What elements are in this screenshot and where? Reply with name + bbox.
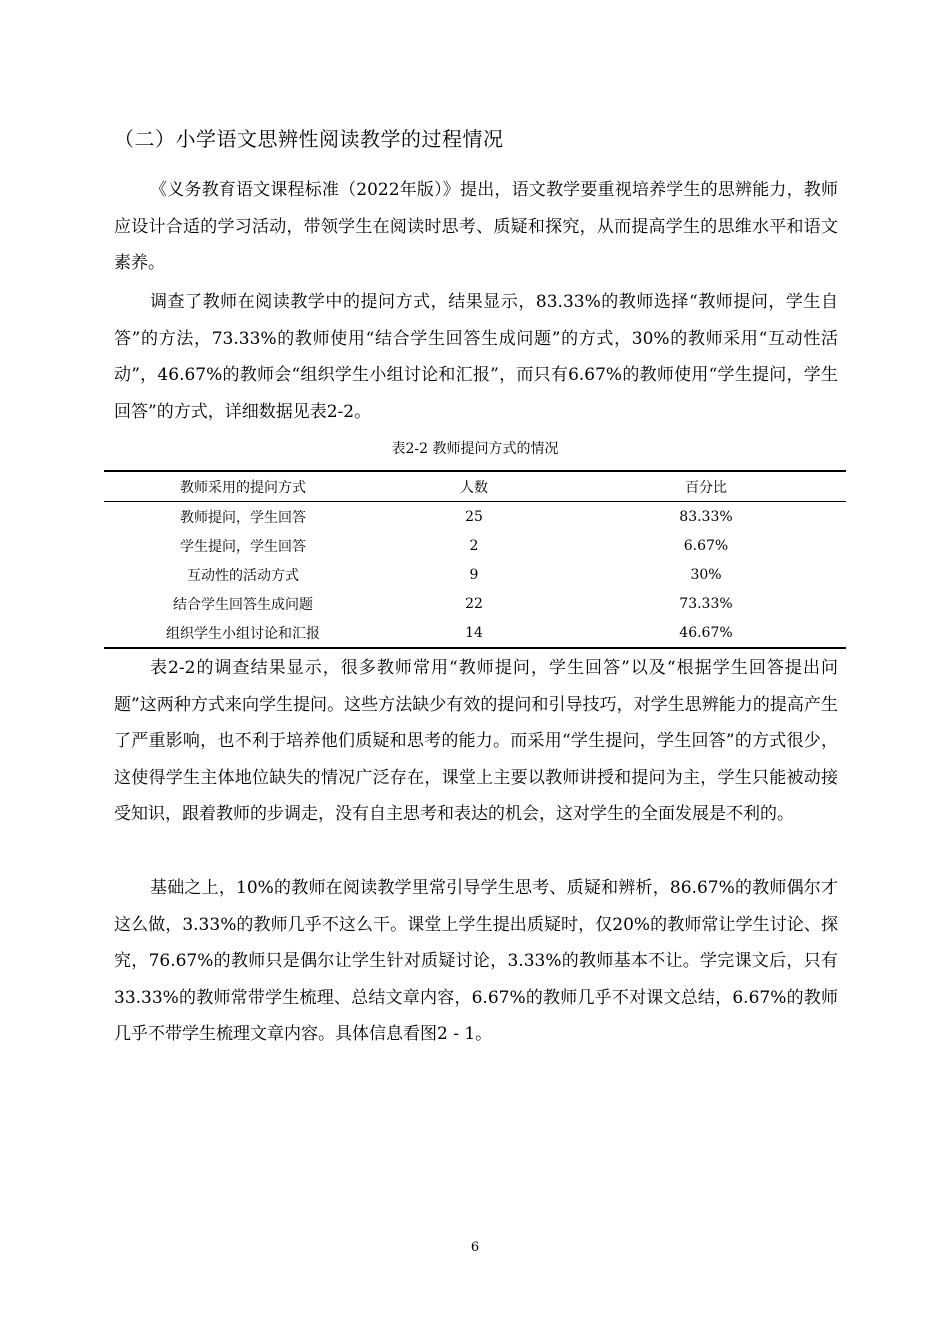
cell-count: 9 [469,566,479,583]
questioning-methods-table [104,470,846,649]
cell-count: 2 [469,537,479,554]
table-row [104,531,846,560]
cell-percentage: 6.67% [683,537,729,554]
paragraph-2: 调查了教师在阅读教学中的提问方式，结果显示，83.33%的教师选择“教师提问，学生自答”的方法，73.33%的教师使用“结合学生回答生成问题”的方式，30%的教师采用“互动性活动”，46.67%的教师会“组织学生小组讨论和汇报”，而只有6.67%的教师使用“学生提问，学生回答”的方式，详细数据见表2-2。 [114,292,838,422]
cell-count: 22 [465,595,483,612]
cell-method: 学生提问，学生回答 [180,538,306,555]
cell-method: 结合学生回答生成问题 [173,596,313,613]
cell-percentage: 46.67% [566,618,846,648]
table-header-row [104,471,846,502]
page-number: 6 [470,1240,480,1255]
cell-percentage: 73.33% [679,595,733,612]
cell-percentage: 30% [690,566,722,583]
table-row [104,618,846,648]
table-caption: 表2-2 教师提问方式的情况 [391,441,559,457]
paragraph-4: 基础之上，10%的教师在阅读教学里常引导学生思考、质疑和辨析，86.67%的教师偶尔才这么做，3.33%的教师几乎不这么干。课堂上学生提出质疑时，仅20%的教师常让学生讨论、探究，76.67%的教师只是偶尔让学生针对质疑讨论，3.33%的教师基本不让。学完课文后，只有33.33%的教师常带学生梳理、总结文章内容，6.67%的教师几乎不对课文总结，6.67%的教师几乎不带学生梳理文章内容。具体信息看图2 - 1。 [114,878,838,1045]
paragraph-1: 《义务教育语文课程标准（2022年版）》提出，语文教学要重视培养学生的思辨能力，教师应设计合适的学习活动，带领学生在阅读时思考、质疑和探究，从而提高学生的思维水平和语文素养。 [114,180,838,274]
table-row [104,502,846,532]
cell-method: 组织学生小组讨论和汇报 [104,618,382,648]
table-row [104,560,846,589]
table-row [104,589,846,618]
cell-method: 教师提问，学生回答 [180,509,306,526]
cell-method: 互动性的活动方式 [187,567,299,584]
header-percentage: 百分比 [566,471,846,502]
cell-percentage: 83.33% [679,508,733,525]
section-heading: （二）小学语文思辨性阅读教学的过程情况 [114,127,504,151]
paragraph-3: 表2-2的调查结果显示，很多教师常用“教师提问，学生回答”以及“根据学生回答提出问题”这两种方式来向学生提问。这些方法缺少有效的提问和引导技巧，对学生思辨能力的提高产生了严重影响，也不利于培养他们质疑和思考的能力。而采用“学生提问，学生回答”的方式很少，这使得学生主体地位缺失的情况广泛存在，课堂上主要以教师讲授和提问为主，学生只能被动接受知识，跟着教师的步调走，没有自主思考和表达的机会，这对学生的全面发展是不利的。 [114,658,838,825]
cell-count: 14 [382,618,566,648]
cell-count: 25 [465,508,483,525]
header-method: 教师采用的提问方式 [104,471,382,502]
header-count: 人数 [382,471,566,502]
